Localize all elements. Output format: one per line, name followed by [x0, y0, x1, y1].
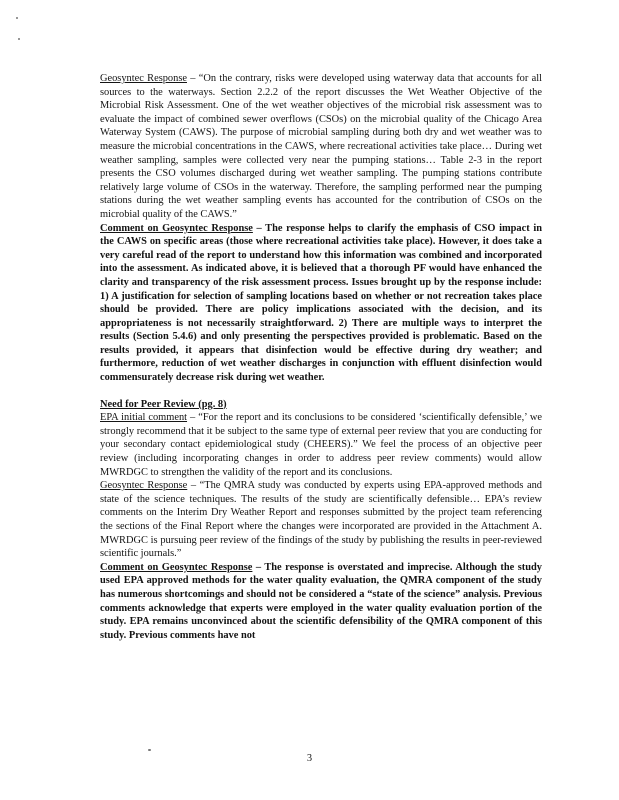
comment-label: Comment on Geosyntec Response — [100, 222, 253, 234]
response-text: – “The QMRA study was conducted by experts using EPA-approved methods and state of the science techniques. The results of the study are scientifically defensible… EPA’s review comments on the Interim Dry Weather Report and responses submitted by the project team referencing the sections of the Final Report where the changes were incorporated are provided in the Attachment A. MWRDGC is pursuing peer review of the findings of the study by publishing the results in peer-reviewed scientific journals.” — [100, 480, 542, 560]
geosyntec-response-paragraph-1 — [100, 72, 542, 222]
scan-speck — [16, 17, 18, 19]
comment-text: – The response helps to clarify the emphasis of CSO impact in the CAWS on specific areas (those where recreational activities take place). However, it does take a very careful read of the report to understand how this information was combined and incorporated into the assessment. As indicated above, it is believed that a thorough PF would have enhanced the clarity and transparency of the risk assessment process. Issues brought up by the response include: 1) A justification for selection of sampling locations based on whether or not recreation takes place should be provided. There are policy implications associated with the decision, and its appropriateness is not necessarily straightforward. 2) There are multiple ways to interpret the results (Section 5.4.6) and only presenting the perspectives provided is problematic. Based on the results provided, it appears that disinfection would be effective during dry weather; and furthermore, reduction of wet weather discharges in conjunction with effluent disinfection would commensurately decrease risk during wet weather. — [100, 222, 542, 384]
response-text: – “On the contrary, risks were developed using waterway data that accounts for all sources to the waterways. Section 2.2.2 of the report discusses the Wet Weather Objective of the Microbial Risk Assessment. One of the wet weather objectives of the microbial risk assessment was to evaluate the impact of combined sewer overflows (CSOs) on the microbial quality of the Chicago Area Waterway System (CAWS). The purpose of microbial sampling during both dry and wet weather was to measure the microbial concentrations in the CAWS, where recreational activities take place… During wet weather sampling, samples were collected very near the pumping stations… Table 2-3 in the report presents the CSO volumes discharged during wet weather sampling. The pumping stations contribute relatively large volume of CSOs in the waterway. Therefore, the sampling performed near the pumping stations during the wet weather sampling events has accounted for the contribution of CSOs on the microbial quality of the CAWS.” — [100, 73, 543, 220]
comment-paragraph-2 — [100, 561, 542, 643]
page-number: 3 — [306, 753, 313, 764]
document-body — [100, 72, 542, 642]
comment-label: Comment on Geosyntec Response — [100, 561, 253, 573]
geosyntec-response-paragraph-2 — [100, 479, 542, 561]
section-heading: Need for Peer Review (pg. 8) — [100, 398, 227, 410]
response-label: Geosyntec Response — [100, 480, 188, 492]
response-label: Geosyntec Response — [100, 73, 187, 84]
scan-speck — [148, 749, 151, 751]
comment-paragraph-1 — [100, 222, 542, 385]
epa-comment-text: – “For the report and its conclusions to be considered ‘scientifically defensible,’ we strongly recommend that it be subject to the same type of external peer review that you are conducting for your secondary contact epidemiological study (CHEERS).” We feel the process of an objective peer review (including incorporating changes in order to address peer review comments) would allow MWRDGC to strengthen the validity of the report and its conclusions. — [100, 412, 542, 478]
comment-text: – The response is overstated and imprecise. Although the study used EPA approved methods for the water quality evaluation, the QMRA component of the study has numerous shortcomings and should not be considered a “state of the science” analysis. Previous comments acknowledge that experts were employed in the water quality evaluation portion of the study. EPA remains unconvinced about the scientific defensibility of the QMRA component of this study. Previous comments have not — [100, 561, 542, 641]
epa-comment-label: EPA initial comment — [100, 412, 188, 424]
epa-initial-comment-paragraph — [100, 411, 542, 479]
scan-speck — [18, 38, 20, 40]
